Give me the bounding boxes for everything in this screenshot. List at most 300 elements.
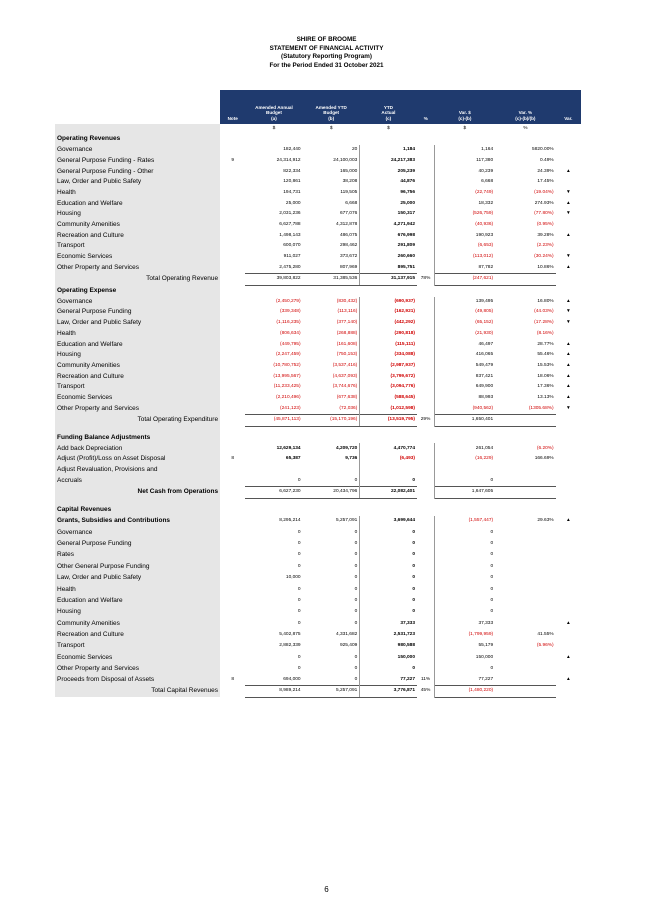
table-row — [55, 607, 581, 618]
ytd-actual-cell: 4,470,774 — [360, 443, 417, 454]
percent-cell — [417, 361, 435, 372]
var-percent-cell: (30.24%) — [534, 254, 554, 259]
ytd-budget-cell: 5,257,091 — [303, 686, 360, 698]
ytd-actual-cell: 0 — [360, 527, 417, 538]
note-cell — [220, 527, 245, 538]
var-amount-cell: 55,179 — [478, 643, 494, 649]
budget-cell: 6,627,788 — [279, 221, 301, 227]
var-amount-cell: 0 — [490, 529, 494, 535]
var-percent-cell: (17.28%) — [534, 320, 554, 326]
row-label: Economic Services — [55, 652, 220, 663]
var-indicator-icon: ▼ — [565, 189, 571, 195]
row-label: Other Property and Services — [55, 664, 220, 675]
var-indicator-icon — [556, 241, 581, 252]
budget-cell: (13,995,567) — [273, 373, 301, 379]
note-cell — [220, 629, 245, 640]
table-row — [55, 573, 581, 584]
percent-cell — [417, 561, 435, 572]
row-label: Community Amenities — [55, 361, 220, 372]
budget-cell: (10,780,752) — [273, 362, 301, 368]
ytd-budget-cell: 38,208 — [342, 179, 358, 185]
row-label: Economic Services — [55, 393, 220, 404]
ytd-budget-cell: 119,505 — [340, 189, 358, 195]
note-cell: 9 — [231, 157, 235, 163]
budget-cell: 39,803,822 — [245, 274, 302, 286]
report-subtitle: (Statutory Reporting Program) — [281, 53, 372, 60]
note-cell — [220, 262, 245, 273]
ytd-actual-cell: 260,660 — [360, 252, 417, 263]
percent-cell — [417, 393, 435, 404]
var-indicator-icon — [556, 584, 581, 595]
var-indicator-icon — [556, 664, 581, 675]
ytd-actual-cell: 2,531,723 — [360, 629, 417, 640]
percent-cell — [417, 641, 435, 652]
budget-cell: 0 — [297, 586, 301, 592]
var-percent-cell: 0.49% — [540, 157, 554, 163]
ytd-actual-cell: (13,519,795) — [360, 415, 417, 427]
var-percent-cell: 5820.00% — [532, 147, 554, 153]
var-amount-cell: 1,650,401 — [435, 415, 496, 427]
percent-cell — [417, 550, 435, 561]
budget-cell: 694,000 — [283, 676, 301, 682]
ytd-budget-cell: 0 — [354, 563, 358, 569]
note-cell — [220, 230, 245, 241]
budget-cell: 8,989,214 — [245, 686, 302, 698]
budget-cell: 120,861 — [283, 179, 301, 185]
budget-cell: (2,247,459) — [276, 352, 301, 358]
var-amount-cell: (65,152) — [475, 320, 494, 326]
note-cell — [220, 318, 245, 329]
note-cell — [220, 573, 245, 584]
row-label: Rates — [55, 550, 220, 561]
ytd-budget-cell: 9,736 — [345, 456, 358, 462]
budget-cell: (2,450,279) — [276, 298, 301, 304]
ytd-budget-cell: 4,312,878 — [335, 221, 358, 227]
table-row — [55, 382, 581, 393]
budget-cell: (1,116,235) — [276, 320, 301, 326]
ytd-budget-cell: (15,170,196) — [303, 415, 360, 427]
ytd-actual-cell: (162,921) — [360, 307, 417, 318]
report-org: SHIRE OF BROOME — [296, 36, 357, 43]
note-cell — [220, 487, 245, 499]
report-title: STATEMENT OF FINANCIAL ACTIVITY — [269, 44, 384, 52]
var-amount-cell: 416,065 — [475, 352, 494, 358]
section-header-row — [55, 505, 581, 516]
table-row — [55, 465, 581, 476]
var-indicator-icon: ▼ — [565, 309, 571, 315]
note-cell — [220, 443, 245, 454]
var-percent-cell — [495, 584, 556, 595]
var-amount-cell: 37,333 — [478, 620, 494, 626]
ytd-actual-cell — [360, 465, 417, 476]
budget-cell: 0 — [297, 540, 301, 546]
percent-cell — [417, 487, 435, 499]
note-cell — [220, 339, 245, 350]
ytd-budget-cell: (72,036) — [339, 405, 358, 411]
note-cell — [220, 350, 245, 361]
table-row — [55, 538, 581, 549]
var-indicator-icon — [556, 177, 581, 188]
table-row — [55, 241, 581, 252]
var-indicator-icon — [556, 443, 581, 454]
ytd-budget-cell: (268,888) — [336, 330, 358, 336]
ytd-actual-cell: 980,588 — [360, 641, 417, 652]
percent-cell — [417, 527, 435, 538]
percent-cell — [417, 476, 435, 487]
percent-cell — [417, 652, 435, 663]
var-percent-cell: 28.77% — [537, 341, 554, 347]
budget-cell: 194,731 — [283, 189, 301, 195]
table-row — [55, 252, 581, 263]
ytd-actual-cell: 0 — [360, 550, 417, 561]
ytd-actual-cell: (588,645) — [360, 393, 417, 404]
var-amount-cell: (247,621) — [435, 274, 496, 286]
var-amount-cell: 6,668 — [481, 179, 494, 185]
note-cell — [220, 329, 245, 340]
ytd-budget-cell: (113,116) — [337, 309, 358, 315]
budget-cell: 911,027 — [283, 254, 301, 259]
header-var-percent: Var. % (c)-(b)/(b) — [495, 90, 556, 124]
percent-cell: 29% — [417, 415, 435, 427]
budget-cell: 600,070 — [283, 243, 301, 249]
var-indicator-icon: ▲ — [565, 341, 571, 347]
row-label: Total Operating Revenue — [55, 274, 220, 286]
var-indicator-icon: ▲ — [565, 620, 571, 626]
ytd-budget-cell: 20 — [351, 147, 358, 153]
percent-cell — [417, 443, 435, 454]
var-amount-cell: 549,479 — [475, 362, 494, 368]
ytd-actual-cell: (442,292) — [360, 318, 417, 329]
row-label: General Purpose Funding - Rates — [55, 156, 220, 167]
var-amount-cell: 150,000 — [475, 654, 494, 660]
note-cell — [220, 274, 245, 286]
table-row — [55, 166, 581, 177]
var-indicator-icon — [556, 607, 581, 618]
var-percent-cell: 17.45% — [537, 179, 554, 185]
note-cell — [220, 584, 245, 595]
row-label: Health — [55, 188, 220, 199]
row-label: Adjust (Profit)/Loss on Asset Disposal — [55, 454, 220, 465]
ytd-actual-cell: 0 — [360, 607, 417, 618]
note-cell — [220, 595, 245, 606]
table-row — [55, 307, 581, 318]
ytd-budget-cell: (677,638) — [336, 394, 358, 400]
var-amount-cell: (22,749) — [475, 189, 494, 195]
percent-cell — [417, 318, 435, 329]
var-percent-cell — [495, 686, 556, 698]
var-percent-cell: (0.95%) — [536, 221, 554, 227]
ytd-budget-cell: (377,140) — [336, 320, 358, 326]
table-row — [55, 561, 581, 572]
ytd-budget-cell: 20,434,796 — [303, 487, 360, 499]
header-budget: Amended Annual Budget (a) — [245, 90, 302, 124]
header-note: Note — [220, 90, 245, 124]
note-cell — [220, 297, 245, 308]
var-indicator-icon — [556, 595, 581, 606]
var-amount-cell: 0 — [490, 586, 494, 592]
budget-cell: (241,123) — [280, 405, 301, 411]
percent-cell — [417, 145, 435, 156]
var-indicator-icon: ▲ — [565, 373, 571, 379]
ytd-budget-cell: (750,153) — [336, 352, 358, 358]
budget-cell — [245, 465, 302, 476]
ytd-budget-cell: 0 — [354, 676, 358, 682]
var-amount-cell: 18,332 — [478, 200, 494, 206]
section-header-row — [55, 285, 581, 296]
table-row — [55, 527, 581, 538]
var-percent-cell — [495, 573, 556, 584]
var-indicator-icon — [556, 641, 581, 652]
ytd-budget-cell: 0 — [354, 586, 358, 592]
row-label: Governance — [55, 145, 220, 156]
var-indicator-icon — [556, 156, 581, 167]
var-percent-cell — [495, 538, 556, 549]
row-label: Adjust Revaluation, Provisions and — [55, 465, 220, 476]
percent-cell — [417, 538, 435, 549]
section-header-row — [55, 433, 581, 444]
var-percent-cell: (2.23%) — [536, 243, 554, 249]
ytd-budget-cell: 807,969 — [339, 264, 358, 270]
var-percent-cell — [495, 527, 556, 538]
ytd-actual-cell: 895,751 — [360, 262, 417, 273]
percent-cell — [417, 220, 435, 231]
var-amount-cell: (1,557,447) — [468, 518, 494, 524]
var-percent-cell — [495, 274, 556, 286]
ytd-budget-cell: 0 — [354, 620, 358, 626]
budget-cell: 10,000 — [285, 575, 301, 581]
var-indicator-icon — [556, 465, 581, 476]
ytd-budget-cell: (830,432) — [336, 298, 358, 304]
row-label: Other General Purpose Funding — [55, 561, 220, 572]
budget-cell: 0 — [297, 620, 301, 626]
var-amount-cell: 0 — [490, 552, 494, 558]
budget-cell: 0 — [297, 654, 301, 660]
ytd-budget-cell: 0 — [354, 609, 358, 615]
var-amount-cell: (526,759) — [472, 211, 494, 217]
var-indicator-icon — [556, 561, 581, 572]
ytd-actual-cell: 37,333 — [360, 618, 417, 629]
header-var-amount: Var. $ (c)-(b) — [435, 90, 496, 124]
var-amount-cell: (49,805) — [475, 309, 494, 315]
ytd-actual-cell: 0 — [360, 561, 417, 572]
var-amount-cell: (940,562) — [472, 405, 494, 411]
table-row — [55, 595, 581, 606]
var-amount-cell: 190,923 — [475, 232, 494, 238]
ytd-actual-cell: 0 — [360, 573, 417, 584]
var-indicator-icon — [556, 550, 581, 561]
percent-cell — [417, 382, 435, 393]
note-cell — [220, 177, 245, 188]
var-amount-cell: 261,054 — [475, 445, 494, 451]
ytd-actual-cell: 0 — [360, 538, 417, 549]
table-row — [55, 339, 581, 350]
var-amount-cell: 139,495 — [475, 298, 494, 304]
var-indicator-icon: ▼ — [565, 405, 571, 411]
var-percent-cell: (8.16%) — [536, 330, 554, 336]
percent-cell — [417, 241, 435, 252]
var-percent-cell: (44.03%) — [534, 309, 554, 315]
var-percent-cell: 15.53% — [537, 362, 554, 368]
ytd-budget-cell: 0 — [354, 665, 358, 671]
percent-cell — [417, 584, 435, 595]
var-indicator-icon — [556, 415, 581, 427]
ytd-budget-cell: (3,537,416) — [332, 362, 358, 368]
var-amount-cell: 0 — [490, 665, 494, 671]
percent-cell — [417, 252, 435, 263]
row-label: Governance — [55, 527, 220, 538]
var-indicator-icon: ▲ — [565, 362, 571, 368]
ytd-budget-cell: 0 — [354, 529, 358, 535]
budget-cell: (339,348) — [280, 309, 301, 315]
table-row — [55, 664, 581, 675]
var-indicator-icon: ▼ — [565, 320, 571, 326]
row-label: Economic Services — [55, 252, 220, 263]
var-percent-cell: (6.20%) — [536, 445, 554, 451]
budget-cell: 65,387 — [285, 456, 301, 462]
report-period: For the Period Ended 31 October 2021 — [269, 61, 384, 69]
ytd-actual-cell: 96,756 — [360, 188, 417, 199]
table-row — [55, 220, 581, 231]
table-row — [55, 297, 581, 308]
budget-cell: 1,498,143 — [279, 232, 301, 238]
budget-cell: (11,233,425) — [273, 384, 301, 390]
row-label: Transport — [55, 241, 220, 252]
row-label: General Purpose Funding — [55, 538, 220, 549]
budget-cell: (449,795) — [280, 341, 301, 347]
row-label: Grants, Subsidies and Contributions — [55, 516, 220, 527]
ytd-budget-cell: 0 — [354, 654, 358, 660]
row-label: Housing — [55, 209, 220, 220]
note-cell — [220, 618, 245, 629]
percent-cell — [417, 262, 435, 273]
ytd-budget-cell: 925,409 — [339, 643, 358, 649]
section-title: Operating Revenues — [55, 134, 220, 145]
row-label: Governance — [55, 297, 220, 308]
var-indicator-icon — [556, 629, 581, 640]
var-amount-cell: 837,421 — [475, 373, 494, 379]
total-row — [55, 686, 581, 698]
ytd-actual-cell: (3,094,776) — [360, 382, 417, 393]
row-label: Education and Welfare — [55, 198, 220, 209]
ytd-actual-cell: 3,699,644 — [360, 516, 417, 527]
ytd-budget-cell: 373,672 — [339, 254, 358, 259]
row-label: Law, Order and Public Safety — [55, 318, 220, 329]
table-row — [55, 145, 581, 156]
percent-cell — [417, 156, 435, 167]
percent-cell — [417, 166, 435, 177]
budget-cell: 6,627,230 — [245, 487, 302, 499]
var-percent-cell — [495, 415, 556, 427]
budget-cell: 8,295,214 — [279, 518, 301, 524]
var-percent-cell — [495, 618, 556, 629]
table-row — [55, 156, 581, 167]
percent-cell: 11% — [417, 674, 435, 685]
percent-cell: 45% — [417, 686, 435, 698]
budget-cell: 2,882,339 — [279, 643, 301, 649]
table-row — [55, 361, 581, 372]
ytd-actual-cell: 0 — [360, 584, 417, 595]
table-row — [55, 629, 581, 640]
table-row — [55, 177, 581, 188]
row-label: Education and Welfare — [55, 339, 220, 350]
header-blank — [55, 90, 220, 124]
header-var-indicator: Var. — [556, 90, 581, 124]
section-header-row — [55, 134, 581, 145]
var-amount-cell: 46,497 — [478, 341, 494, 347]
ytd-actual-cell: 3,776,871 — [360, 686, 417, 698]
header-ytd-actual: YTD Actual (c) — [360, 90, 417, 124]
table-row — [55, 230, 581, 241]
note-cell — [220, 393, 245, 404]
note-cell — [220, 607, 245, 618]
financial-activity-table — [55, 90, 581, 698]
var-percent-cell: 24.39% — [537, 168, 554, 174]
percent-cell — [417, 516, 435, 527]
ytd-budget-cell: 0 — [354, 540, 358, 546]
unit-label: $ — [272, 126, 276, 131]
unit-label: $ — [463, 126, 467, 131]
percent-cell — [417, 403, 435, 414]
budget-cell: (2,210,496) — [276, 394, 301, 400]
percent-cell — [417, 209, 435, 220]
var-amount-cell: 0 — [490, 575, 494, 581]
note-cell — [220, 382, 245, 393]
table-row — [55, 209, 581, 220]
budget-cell: 5,402,875 — [279, 632, 301, 638]
ytd-actual-cell: 150,317 — [360, 209, 417, 220]
ytd-budget-cell: 0 — [354, 597, 358, 603]
row-label: Recreation and Culture — [55, 230, 220, 241]
percent-cell — [417, 465, 435, 476]
var-amount-cell: 0 — [490, 563, 494, 569]
var-amount-cell: 88,993 — [478, 394, 494, 400]
var-indicator-icon: ▼ — [565, 254, 571, 259]
var-percent-cell: (77.80%) — [534, 211, 554, 217]
var-percent-cell — [495, 550, 556, 561]
percent-cell — [417, 188, 435, 199]
table-row — [55, 618, 581, 629]
var-indicator-icon — [556, 538, 581, 549]
var-indicator-icon: ▲ — [565, 654, 571, 660]
row-label: Community Amenities — [55, 220, 220, 231]
percent-cell — [417, 230, 435, 241]
section-title: Funding Balance Adjustments — [55, 433, 220, 444]
row-label: Total Capital Revenues — [55, 686, 220, 698]
note-cell — [220, 209, 245, 220]
var-amount-cell: 77,227 — [478, 676, 494, 682]
var-amount-cell — [435, 465, 496, 476]
budget-cell: 24,314,912 — [276, 157, 301, 163]
var-percent-cell: 39.28% — [537, 232, 554, 238]
var-indicator-icon — [556, 573, 581, 584]
note-cell — [220, 561, 245, 572]
ytd-actual-cell: (3,799,672) — [360, 371, 417, 382]
var-indicator-icon — [556, 527, 581, 538]
ytd-actual-cell: (1,012,598) — [360, 403, 417, 414]
ytd-actual-cell: (290,818) — [360, 329, 417, 340]
ytd-budget-cell — [303, 465, 360, 476]
percent-cell — [417, 297, 435, 308]
ytd-budget-cell: 677,076 — [339, 211, 358, 217]
percent-cell — [417, 329, 435, 340]
var-indicator-icon — [556, 274, 581, 286]
note-cell — [220, 538, 245, 549]
row-label: Housing — [55, 607, 220, 618]
var-percent-cell — [495, 664, 556, 675]
var-percent-cell: 18.06% — [537, 373, 554, 379]
ytd-budget-cell: (3,744,676) — [332, 384, 358, 390]
var-percent-cell — [495, 674, 556, 685]
